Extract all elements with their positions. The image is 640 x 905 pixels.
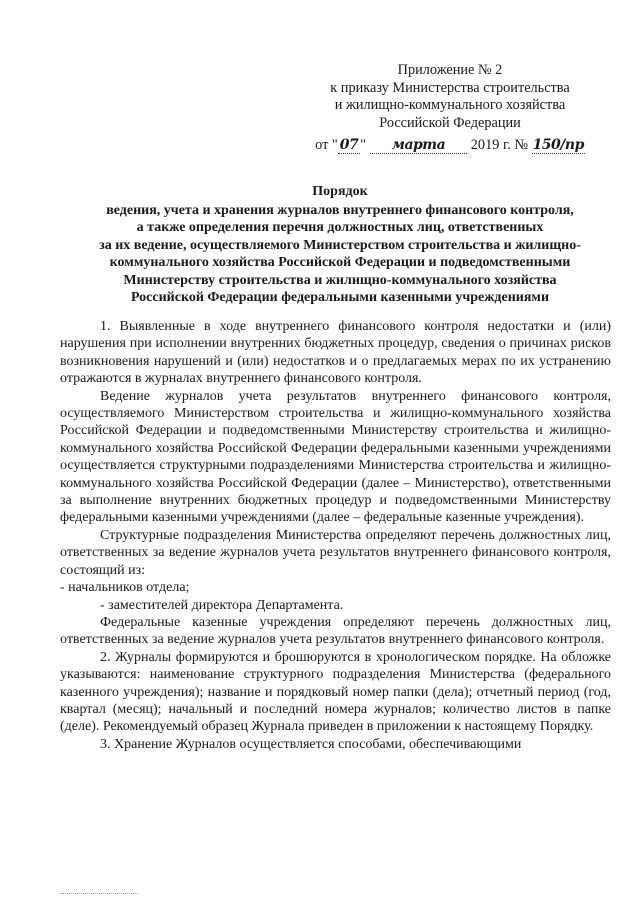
title-heading: Порядок [312,184,368,199]
paragraph-4: Федеральные казенные учреждения определяют перечень должностных лиц, ответственных за ведение журналов учета результатов внутреннего финансового контроля. [60,614,611,648]
footer-dotted-mark [60,893,138,895]
list-item: - заместителей директора Департамента. [100,597,344,613]
title-line: Российской Федерации федеральными казенными учреждениями [130,290,550,305]
handwritten-order-number: 150/пр [532,137,584,153]
document-body [60,318,611,753]
list-item: - начальников отдела; [60,580,190,596]
title-line: ведения, учета и хранения журналов внутреннего финансового контроля, [106,202,574,218]
paragraph-5: 2. Журналы формируются и брошюруются в хронологическом порядке. На обложке указываются: наименование структурного подразделения Министерства (федерального казенного учреждения); название и порядковый номер папки (дела); отчетный период (год, квартал (месяц); начальный и последний номера журналов; количество листов в папке (деле). Рекомендуемый образец Журнала приведен в приложении к настоящему Порядку. [60,649,611,735]
title-line: Министерству строительства и жилищно-коммунального хозяйства [123,272,557,288]
appendix-header [300,62,600,155]
date-prefix: от " [315,137,338,153]
handwritten-day: 07 [339,137,359,153]
paragraph-6: 3. Хранение Журналов осуществляется способами, обеспечивающими [100,736,522,752]
appendix-date-line [300,137,600,155]
appendix-ministry-line: и жилищно-коммунального хозяйства [334,97,566,113]
paragraph-2: Ведение журналов учета результатов внутреннего финансового контроля, осуществляемого Министерством строительства и жилищно-коммунального хозяйства Российской Федерации и подведомственными Министерству строительства и жилищно-коммунального хозяйства Российской Федерации федеральными казенными учреждениями осуществляется структурными подразделениями Министерства строительства и жилищно-коммунального хозяйства Российской Федерации (далее – Министерство), ответственными за выполнение внутренних бюджетных процедур и подведомственными Министерству федеральными казенными учреждениями (далее – федеральные казенные учреждения). [60,388,611,526]
paragraph-1: 1. Выявленные в ходе внутреннего финансового контроля недостатки и (или) нарушения при исполнении внутренних бюджетных процедур, сведения о причинах рисков возникновения нарушений и (или) недостатков и о предлагаемых мерах по их устранению отражаются в журналах внутреннего финансового контроля. [60,319,611,387]
title-line: за их ведение, осуществляемого Министерством строительства и жилищно- [99,237,581,253]
appendix-federation-line: Российской Федерации [379,114,521,131]
date-year: 2019 г. № [467,137,532,153]
appendix-order-ref: к приказу Министерства строительства [330,79,570,96]
handwritten-month: марта [370,137,468,154]
title-line: коммунального хозяйства Российской Федерации и подведомственными [109,255,571,270]
title-line: а также определения перечня должностных лиц, ответственных [136,220,544,235]
document-title [40,183,640,307]
date-mid: " [360,137,370,153]
appendix-number: Приложение № 2 [397,62,503,78]
paragraph-3: Структурные подразделения Министерства определяют перечень должностных лиц, ответственных за ведение журналов учета результатов внутреннего финансового контроля, состоящий из: [60,527,611,578]
